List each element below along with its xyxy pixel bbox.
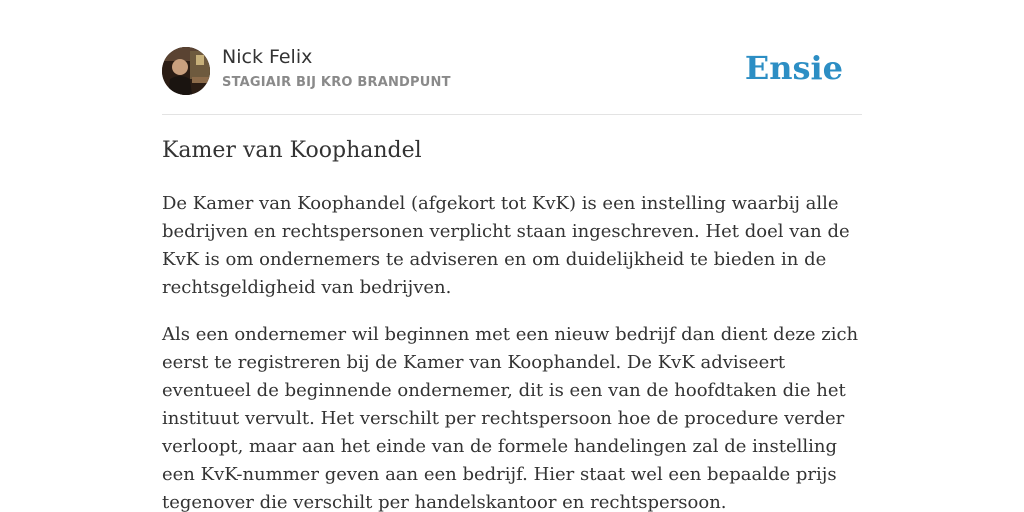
author-role: STAGIAIR BIJ KRO BRANDPUNT xyxy=(222,75,451,90)
article-title: Kamer van Koophandel xyxy=(162,138,422,163)
ensie-logo[interactable]: Ensie xyxy=(744,49,843,87)
avatar-photo xyxy=(162,47,210,95)
article-paragraph: De Kamer van Koophandel (afgekort tot KvK) is een instelling waarbij alle bedrijven en rechtspersonen verplicht staan ingeschreven. Het doel van de KvK is om ondernemers te adviseren en om duidelijkheid te bieden in de rechtsgeldigheid van bedrijven. xyxy=(162,193,850,298)
article-body xyxy=(162,190,866,512)
article-paragraph: Als een ondernemer wil beginnen met een nieuw bedrijf dan dient deze zich eerst te registreren bij de Kamer van Koophandel. De KvK adviseert eventueel de beginnende ondernemer, dit is een van de hoofdtaken die het instituut vervult. Het verschilt per rechtspersoon hoe de procedure verder verloopt, maar aan het einde van de formele handelingen zal de instelling een KvK-nummer geven aan een bedrijf. Hier staat wel een bepaalde prijs tegenover die verschilt per handelskantoor en rechtspersoon. xyxy=(162,324,859,512)
article-header xyxy=(162,46,862,115)
author-name[interactable]: Nick Felix xyxy=(222,46,313,68)
avatar[interactable] xyxy=(162,47,210,95)
